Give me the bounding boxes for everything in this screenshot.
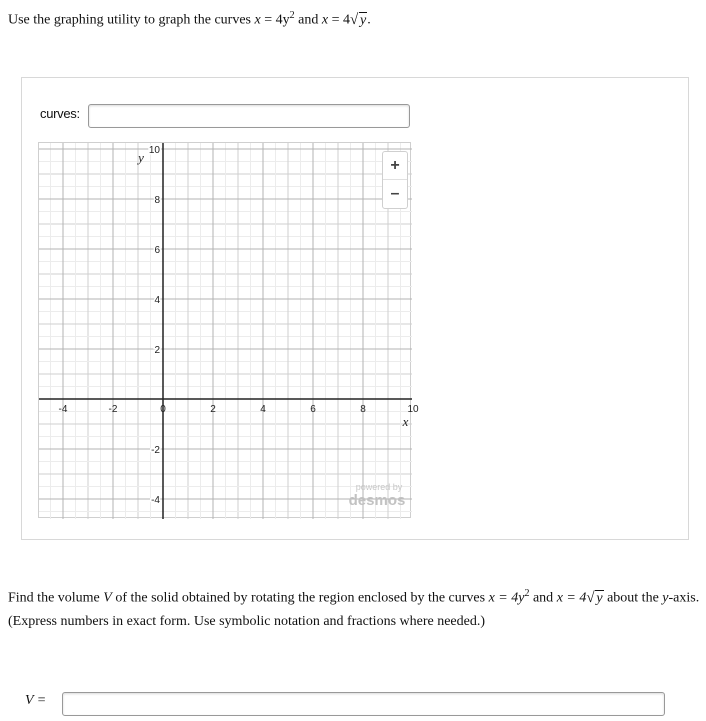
vq-p1: Find the volume [8,590,100,606]
x-axis-label: x [402,414,409,429]
vq-p3: about the [607,590,659,606]
y-tick-label: 4 [154,295,160,306]
volume-question [8,584,699,609]
vq-var: V [103,590,112,606]
sqrt-symbol: √ y [349,11,367,28]
graph-panel [21,77,689,540]
eq1-exponent: 2 [289,10,295,21]
eq1-lhs: x [254,12,261,28]
vq-eq2: x = 4 [556,590,587,606]
desmos-logo: desmos [348,492,406,509]
x-tick-label: 0 [160,404,166,415]
vq-eq1: x = 4y [488,590,525,606]
graph-canvas[interactable] [39,143,419,519]
y-tick-label: 10 [148,145,160,156]
x-tick-label: 2 [210,404,216,415]
zoom-out-button[interactable]: – [390,185,400,202]
y-tick-label: -4 [151,495,160,506]
curves-input[interactable] [88,104,410,128]
x-tick-label: 10 [407,404,419,415]
y-tick-label: 8 [154,195,160,206]
vq-sqrt-symbol: √ y [586,589,603,606]
zoom-controls [382,151,408,209]
answer-label: V = [25,693,47,708]
answer-input[interactable] [62,692,665,716]
eq2-radicand: y [359,12,367,28]
x-tick-label: -2 [108,404,118,415]
instructions: (Express numbers in exact form. Use symbolic notation and fractions where needed.) [8,614,486,629]
prompt-end: . [367,12,371,28]
x-tick-label: 4 [260,404,266,415]
vq-p2: of the solid obtained by rotating the region enclosed by the curves [115,590,486,606]
question-prompt [8,6,371,31]
desmos-graph[interactable] [38,142,419,518]
zoom-in-button[interactable]: + [383,152,407,180]
prompt-intro: Use the graphing utility to graph the curves [8,12,251,28]
vq-radicand: y [596,590,603,606]
eq2-lhs: x [321,12,329,28]
x-tick-label: -4 [58,404,68,415]
y-axis-label: y [138,150,144,165]
vq-axis: y [662,590,669,606]
powered-by-text: powered by [355,482,403,492]
eq2-rhs: = 4 [331,12,350,28]
eq1-rhs: = 4y [264,12,290,28]
vq-exponent: 2 [524,588,530,599]
x-tick-label: 6 [310,404,316,415]
vq-and: and [532,590,554,606]
curves-label: curves: [40,106,80,121]
prompt-and: and [298,12,319,28]
y-tick-label: 6 [154,245,160,256]
x-tick-label: 8 [360,404,366,415]
vq-p4: -axis. [668,590,700,606]
y-tick-label: -2 [151,445,160,456]
y-tick-label: 2 [154,345,160,356]
